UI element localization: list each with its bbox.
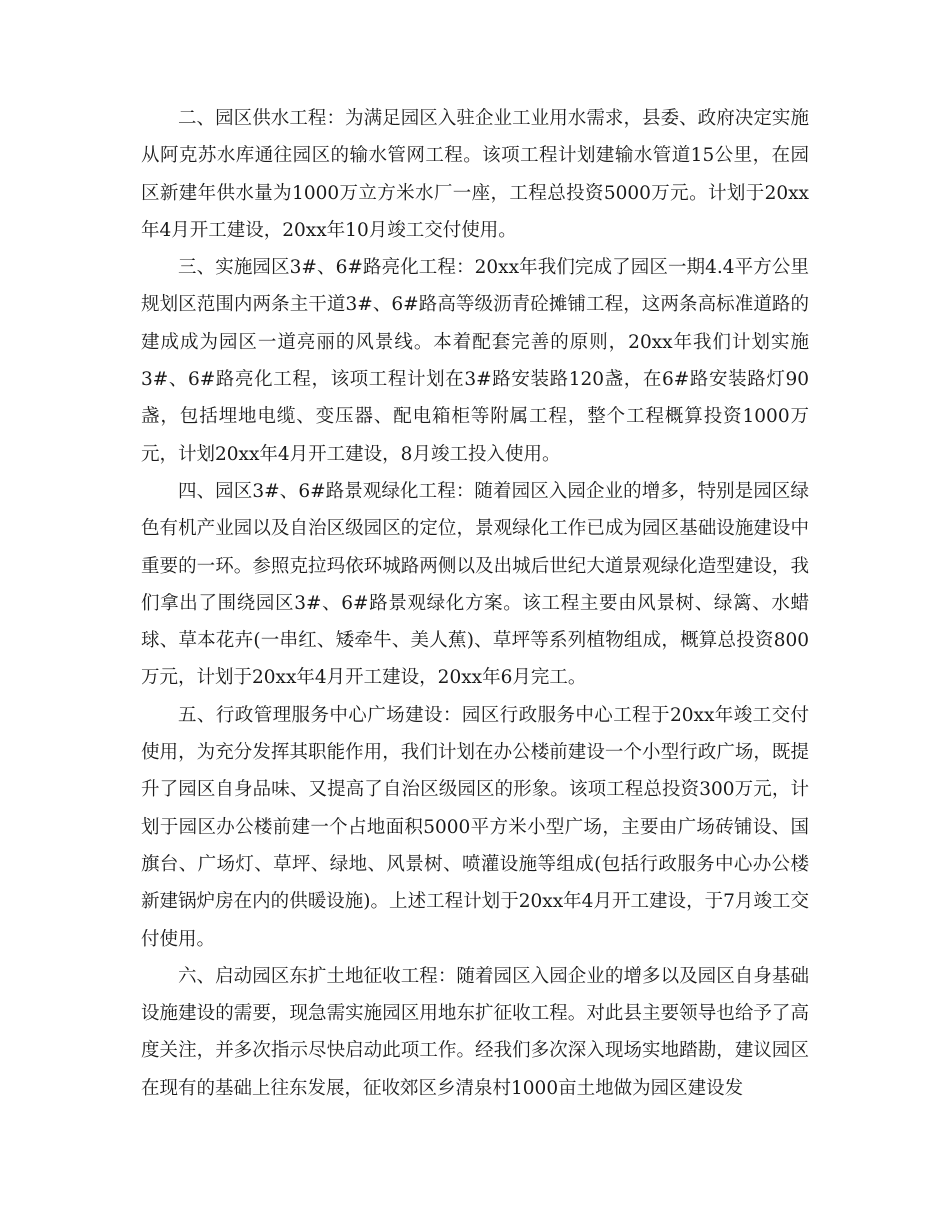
- document-body: [141, 100, 809, 1107]
- paragraph-admin-plaza: 五、行政管理服务中心广场建设：园区行政服务中心工程于20xx年竣工交付使用，为充分发挥其职能作用，我们计划在办公楼前建设一个小型行政广场，既提升了园区自身品味、又提高了自治区级园区的形象。该项工程总投资300万元，计划于园区办公楼前建一个占地面积5000平方米小型广场，主要由广场砖铺设、国旗台、广场灯、草坪、绿地、风景树、喷灌设施等组成(包括行政服务中心办公楼新建锅炉房在内的供暖设施)。上述工程计划于20xx年4月开工建设，于7月竣工交付使用。: [141, 704, 809, 950]
- paragraph-land-expansion: 六、启动园区东扩土地征收工程：随着园区入园企业的增多以及园区自身基础设施建设的需要，现急需实施园区用地东扩征收工程。对此县主要领导也给予了高度关注，并多次指示尽快启动此项工作。经我们多次深入现场实地踏勘，建议园区在现有的基础上往东发展，征收郊区乡清泉村1000亩土地做为园区建设发: [141, 965, 809, 1099]
- paragraph-road-greening: 四、园区3#、6#路景观绿化工程：随着园区入园企业的增多，特别是园区绿色有机产业园以及自治区级园区的定位，景观绿化工作已成为园区基础设施建设中重要的一环。参照克拉玛依环城路两侧以及出城后世纪大道景观绿化造型建设，我们拿出了围绕园区3#、6#路景观绿化方案。该工程主要由风景树、绿篱、水蜡球、草本花卉(一串红、矮牵牛、美人蕉)、草坪等系列植物组成，概算总投资800万元，计划于20xx年4月开工建设，20xx年6月完工。: [141, 480, 809, 689]
- paragraph-water-supply: 二、园区供水工程：为满足园区入驻企业工业用水需求，县委、政府决定实施从阿克苏水库通往园区的输水管网工程。该项工程计划建输水管道15公里，在园区新建年供水量为1000万立方米水厂一座，工程总投资5000万元。计划于20xx年4月开工建设，20xx年10月竣工交付使用。: [141, 108, 809, 241]
- paragraph-road-lighting: 三、实施园区3#、6#路亮化工程：20xx年我们完成了园区一期4.4平方公里规划区范围内两条主干道3#、6#路高等级沥青砼摊铺工程，这两条高标准道路的建成成为园区一道亮丽的风景线。本着配套完善的原则，20xx年我们计划实施3#、6#路亮化工程，该项工程计划在3#路安装路120盏，在6#路安装路灯90盏，包括埋地电缆、变压器、配电箱柜等附属工程，整个工程概算投资1000万元，计划20xx年4月开工建设，8月竣工投入使用。: [141, 257, 809, 465]
